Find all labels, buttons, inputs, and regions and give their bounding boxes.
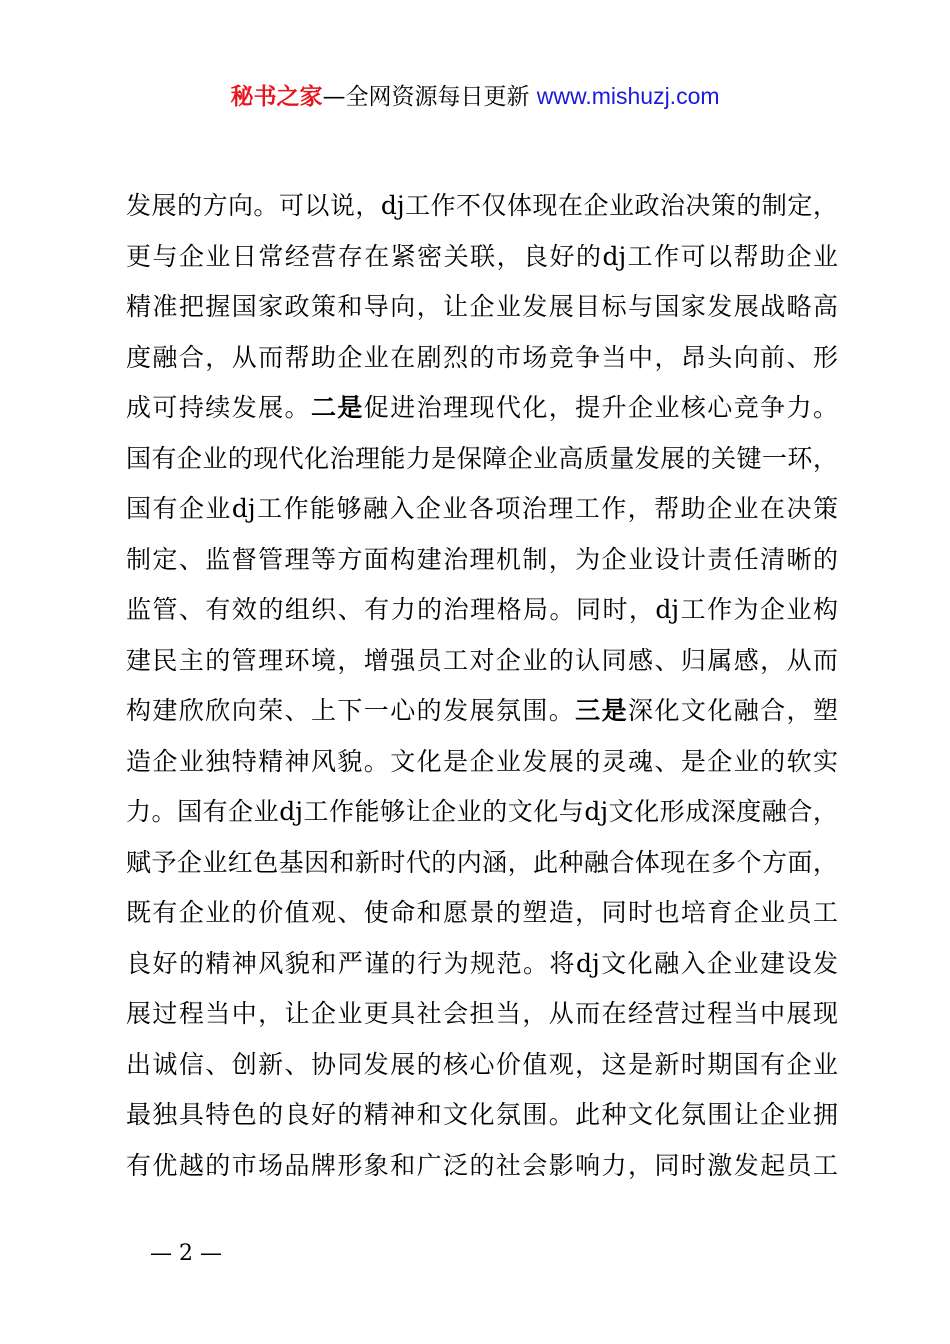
text-line: 国 有 企 业 的 现 代 化 治 理 能 力 是 保 障 企 业 高 质 量 发 展 的 关 键 一 环 ， bbox=[126, 443, 838, 473]
text-segment: dj bbox=[584, 797, 609, 826]
text-segment: dj bbox=[231, 494, 256, 523]
site-header bbox=[0, 80, 950, 113]
text-segment: dj bbox=[655, 595, 680, 624]
text-line: 建 民 主 的 管 理 环 境 ， 增 强 员 工 对 企 业 的 认 同 感 、 归 属 感 ， 从 而 bbox=[126, 645, 838, 675]
text-line: 既 有 企 业 的 价 值 观 、 使 命 和 愿 景 的 塑 造 ， 同 时 也 培 育 企 业 员 工 bbox=[126, 898, 838, 927]
text-line: 最 独 具 特 色 的 良 好 的 精 神 和 文 化 氛 围 。 此 种 文 化 氛 围 让 企 业 拥 bbox=[126, 1100, 838, 1129]
text-line: 更 与 企 业 日 常 经 营 存 在 紧 密 关 联 ， 良 好 的 dj 工 作 可 以 帮 助 企 业 bbox=[126, 232, 838, 283]
text-line: 造 企 业 独 特 精 神 风 貌 。 文 化 是 企 业 发 展 的 灵 魂 、 是 企 业 的 软 实 bbox=[126, 746, 838, 776]
text-line: 赋 予 企 业 红 色 基 因 和 新 时 代 的 内 涵 ， 此 种 融 合 体 现 在 多 个 方 面 ， bbox=[126, 847, 838, 877]
text-line: 良 好 的 精 神 风 貌 和 严 谨 的 行 为 规 范 。 将 dj 文 化 融 入 企 业 建 设 发 bbox=[126, 939, 838, 990]
text-line: 国 有 企 业 dj 工 作 能 够 融 入 企 业 各 项 治 理 工 作 ， 帮 助 企 业 在 决 策 bbox=[126, 484, 838, 535]
header-slogan: —全网资源每日更新 bbox=[322, 84, 537, 110]
text-line: 发 展 的 方 向 。 可 以 说 ， dj 工 作 不 仅 体 现 在 企 业 政 治 决 策 的 制 定 ， bbox=[126, 181, 838, 232]
text-line: 监 管 、 有 效 的 组 织 、 有 力 的 治 理 格 局 。 同 时 ， dj 工 作 为 企 业 构 bbox=[126, 585, 838, 636]
text-segment: dj bbox=[279, 797, 303, 826]
text-line: 展 过 程 当 中 ， 让 企 业 更 具 社 会 担 当 ， 从 而 在 经 营 过 程 当 中 展 现 bbox=[126, 999, 838, 1028]
text-line: 成 可 持 续 发 展 。 二 是 促 进 治 理 现 代 化 ， 提 升 企 业 核 心 竞 争 力 。 bbox=[126, 393, 838, 422]
text-line: 制 定 、 监 督 管 理 等 方 面 构 建 治 理 机 制 ， 为 企 业 设 计 责 任 清 晰 的 bbox=[126, 544, 838, 574]
text-segment: dj bbox=[575, 948, 600, 978]
text-line: 出 诚 信 、 创 新 、 协 同 发 展 的 核 心 价 值 观 ， 这 是 新 时 期 国 有 企 业 bbox=[126, 1049, 838, 1079]
text-line: 力 。 国 有 企 业 dj 工 作 能 够 让 企 业 的 文 化 与 dj 文 化 形 成 深 度 融 合 ， bbox=[126, 787, 838, 838]
text-segment: dj bbox=[380, 191, 405, 220]
text-line: 度 融 合 ， 从 而 帮 助 企 业 在 剧 烈 的 市 场 竞 争 当 中 ， 昂 头 向 前 、 形 bbox=[126, 342, 838, 372]
text-line: 有 优 越 的 市 场 品 牌 形 象 和 广 泛 的 社 会 影 响 力 ， 同 时 激 发 起 员 工 bbox=[126, 1150, 838, 1180]
site-url-link[interactable]: www.mishuzj.com bbox=[536, 83, 720, 109]
brand-name: 秘书之家 bbox=[230, 84, 323, 110]
document-body bbox=[126, 181, 838, 1191]
text-line: 精 准 把 握 国 家 政 策 和 导 向 ， 让 企 业 发 展 目 标 与 国 家 发 展 战 略 高 bbox=[126, 292, 838, 321]
text-segment: dj bbox=[602, 241, 627, 271]
text-line: 构 建 欣 欣 向 荣 、 上 下 一 心 的 发 展 氛 围 。 三 是 深 化 文 化 融 合 ， 塑 bbox=[126, 696, 838, 725]
page-number: — 2 — bbox=[150, 1241, 222, 1266]
